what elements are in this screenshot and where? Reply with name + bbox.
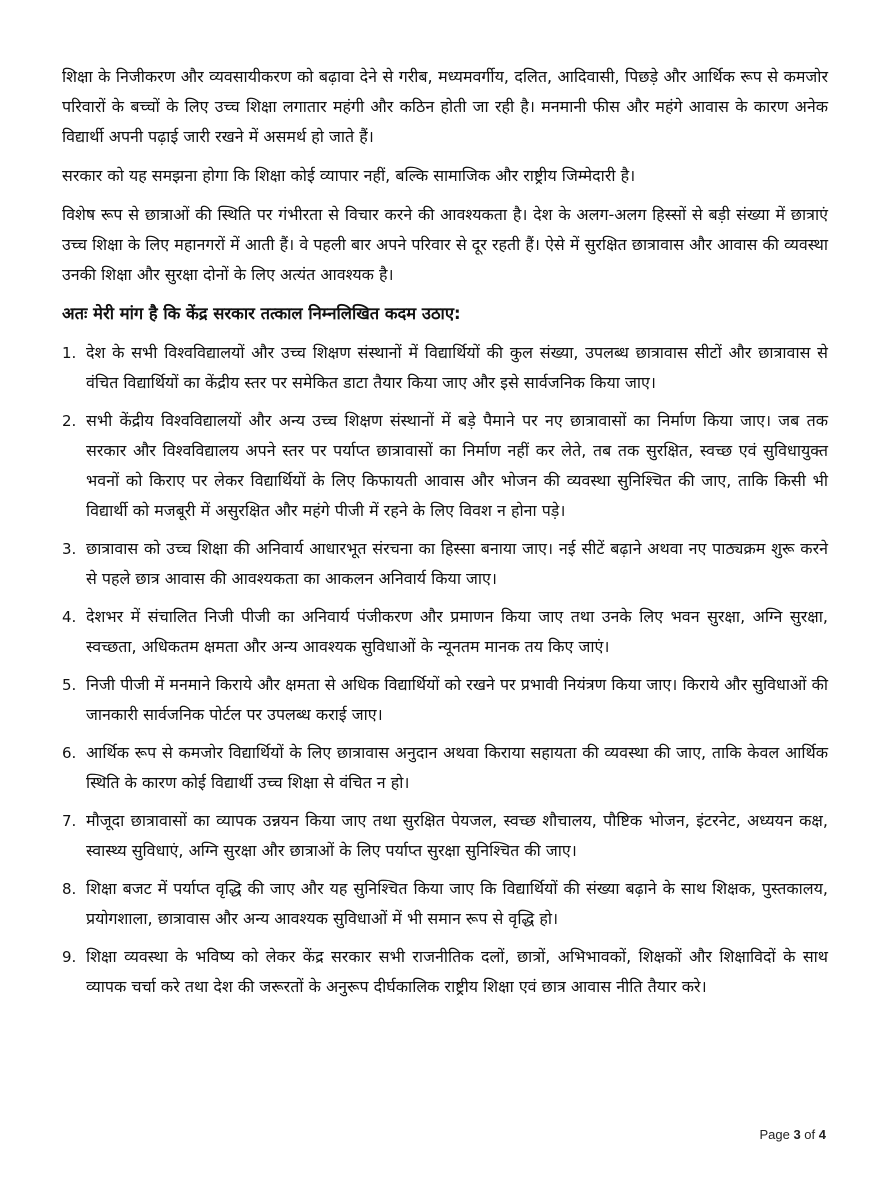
list-item [62,534,828,594]
list-item [62,942,828,1002]
list-item-text: शिक्षा व्यवस्था के भविष्य को लेकर केंद्र सरकार सभी राजनीतिक दलों, छात्रों, अभिभावकों, शिक्षकों और शिक्षाविदों के साथ व्यापक चर्चा करे तथा देश की जरूरतों के अनुरूप दीर्घकालिक राष्ट्रीय शिक्षा एवं छात्र आवास नीति तैयार करे। [86,947,828,996]
paragraph-girl-students: विशेष रूप से छात्राओं की स्थिति पर गंभीरता से विचार करने की आवश्यकता है। देश के अलग-अलग हिस्सों से बड़ी संख्या में छात्राएं उच्च शिक्षा के लिए महानगरों में आती हैं। वे पहली बार अपने परिवार से दूर रहती हैं। ऐसे में सुरक्षित छात्रावास और आवास की व्यवस्था उनकी शिक्षा और सुरक्षा दोनों के लिए अत्यंत आवश्यक है। [62,205,828,284]
list-item-number: 6. [62,744,77,762]
list-item-number: 2. [62,412,77,430]
list-item [62,406,828,526]
of-word: of [804,1127,816,1142]
list-item [62,874,828,934]
list-item-text: निजी पीजी में मनमाने किराये और क्षमता से अधिक विद्यार्थियों को रखने पर प्रभावी नियंत्रण किया जाए। किराये और सुविधाओं की जानकारी सार्वजनिक पोर्टल पर उपलब्ध कराई जाए। [86,675,828,724]
paragraph-education-responsibility: सरकार को यह समझना होगा कि शिक्षा कोई व्यापार नहीं, बल्कि सामाजिक और राष्ट्रीय जिम्मेदारी है। [62,166,636,185]
list-item-number: 7. [62,812,77,830]
list-item [62,806,828,866]
list-item [62,602,828,662]
list-item-text: मौजूदा छात्रावासों का व्यापक उन्नयन किया जाए तथा सुरक्षित पेयजल, स्वच्छ शौचालय, पौष्टिक भोजन, इंटरनेट, अध्ययन कक्ष, स्वास्थ्य सुविधाएं, अग्नि सुरक्षा और छात्राओं के लिए पर्याप्त सुरक्षा सुनिश्चित की जाए। [86,811,828,860]
list-item-text: आर्थिक रूप से कमजोर विद्यार्थियों के लिए छात्रावास अनुदान अथवा किराया सहायता की व्यवस्था की जाए, ताकि केवल आर्थिक स्थिति के कारण कोई विद्यार्थी उच्च शिक्षा से वंचित न हो। [86,743,828,792]
current-page-number: 3 [793,1127,801,1142]
list-item-text: देश के सभी विश्वविद्यालयों और उच्च शिक्षण संस्थानों में विद्यार्थियों की कुल संख्या, उपलब्ध छात्रावास सीटों और छात्रावास से वंचित विद्यार्थियों का केंद्रीय स्तर पर समेकित डाटा तैयार किया जाए और इसे सार्वजनिक किया जाए। [86,343,828,392]
list-item [62,670,828,730]
list-item-text: सभी केंद्रीय विश्वविद्यालयों और अन्य उच्च शिक्षण संस्थानों में बड़े पैमाने पर नए छात्रावासों का निर्माण किया जाए। जब तक सरकार और विश्वविद्यालय अपने स्तर पर पर्याप्त छात्रावासों का निर्माण नहीं कर लेते, तब तक सुरक्षित, स्वच्छ एवं सुविधायुक्त भवनों को किराए पर लेकर विद्यार्थियों के लिए किफायती आवास और भोजन की व्यवस्था सुनिश्चित की जाए, ताकि किसी भी विद्यार्थी को मजबूरी में असुरक्षित और महंगे पीजी में रहने के लिए विवश न होना पड़े। [86,411,828,520]
list-item-number: 9. [62,948,77,966]
list-item-text: छात्रावास को उच्च शिक्षा की अनिवार्य आधारभूत संरचना का हिस्सा बनाया जाए। नई सीटें बढ़ाने अथवा नए पाठ्यक्रम शुरू करने से पहले छात्र आवास की आवश्यकता का आकलन अनिवार्य किया जाए। [86,539,828,588]
page-footer [759,1127,826,1142]
paragraph-privatization: शिक्षा के निजीकरण और व्यवसायीकरण को बढ़ावा देने से गरीब, मध्यमवर्गीय, दलित, आदिवासी, पिछड़े और आर्थिक रूप से कमजोर परिवारों के बच्चों के लिए उच्च शिक्षा लगातार महंगी और कठिन होती जा रही है। मनमानी फीस और महंगे आवास के कारण अनेक विद्यार्थी अपनी पढ़ाई जारी रखने में असमर्थ हो जाते हैं। [62,67,828,146]
document-body [62,62,828,1010]
list-item-number: 5. [62,676,77,694]
list-item [62,738,828,798]
list-item-number: 8. [62,880,77,898]
page-word: Page [759,1127,790,1142]
demands-list [62,338,828,1002]
list-item-number: 1. [62,344,77,362]
list-item-text: शिक्षा बजट में पर्याप्त वृद्धि की जाए और यह सुनिश्चित किया जाए कि विद्यार्थियों की संख्या बढ़ाने के साथ शिक्षक, पुस्तकालय, प्रयोगशाला, छात्रावास और अन्य आवश्यक सुविधाओं में भी समान रूप से वृद्धि हो। [86,879,828,928]
list-item-number: 4. [62,608,77,626]
list-item-text: देशभर में संचालित निजी पीजी का अनिवार्य पंजीकरण और प्रमाणन किया जाए तथा उनके लिए भवन सुरक्षा, अग्नि सुरक्षा, स्वच्छता, अधिकतम क्षमता और अन्य आवश्यक सुविधाओं के न्यूनतम मानक तय किए जाएं। [86,607,828,656]
list-item-number: 3. [62,540,77,558]
demands-heading: अतः मेरी मांग है कि केंद्र सरकार तत्काल निम्नलिखित कदम उठाए: [62,304,461,323]
total-pages-number: 4 [818,1127,826,1142]
list-item [62,338,828,398]
